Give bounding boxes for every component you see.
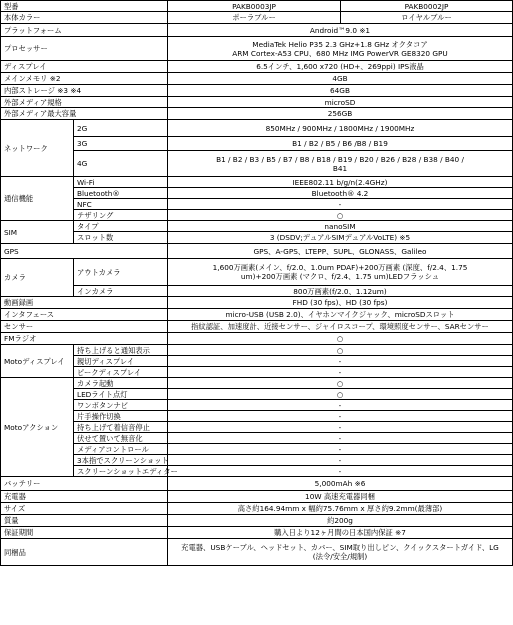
row-battery: [1, 477, 513, 491]
row-network-4g: [1, 151, 513, 177]
value-tethering: ○: [168, 210, 513, 221]
value-moto-display-item: ○: [168, 345, 513, 356]
label-moto-display-item: 持ち上げると通知表示: [74, 345, 168, 356]
value-nfc: -: [168, 199, 513, 210]
value-ext-media: microSD: [168, 97, 513, 108]
label-platform: プラットフォーム: [1, 24, 168, 37]
label-sensor: センサー: [1, 321, 168, 333]
row-comm-tether: [1, 210, 513, 221]
row-moto-action-3: [1, 411, 513, 422]
value-processor-line1: MediaTek Helio P35 2.3 GHz+1.8 GHz オクタコア: [252, 39, 428, 49]
label-gps: GPS: [1, 244, 168, 259]
label-moto-action-item: LEDライト点灯: [74, 389, 168, 400]
label-moto-action-item: 持ち上げて着信音停止: [74, 422, 168, 433]
value-bundle-line2: (法令/安全/規制): [312, 552, 368, 561]
value-bundle-line1: 充電器、USBケーブル、ヘッドセット、カバー、SIM取り出しピン、クイックスタートガイド、LG: [181, 543, 499, 552]
label-nfc: NFC: [74, 199, 168, 210]
value-moto-action-item: -: [168, 422, 513, 433]
label-bundle: 同梱品: [1, 539, 168, 566]
value-weight: 約200g: [168, 515, 513, 527]
value-body-color-a: ポーラブルー: [168, 12, 341, 24]
label-sim-slots: スロット数: [74, 232, 168, 244]
row-interface: [1, 309, 513, 321]
label-comm: 通信機能: [1, 177, 74, 221]
label-moto-action: Motoアクション: [1, 378, 74, 477]
model-a: PAKB0003JP: [168, 1, 341, 12]
value-out-camera-line2: um)+200万画素 (マクロ、f/2.4、1.75 um)LEDフラッシュ: [240, 272, 440, 281]
value-battery: 5,000mAh ※6: [168, 477, 513, 491]
value-sim-slots: 3 (DSDV;デュアルSIMデュアルVoLTE) ※5: [168, 232, 513, 244]
label-display: ディスプレイ: [1, 61, 168, 73]
row-moto-action-5: [1, 433, 513, 444]
label-sim-type: タイプ: [74, 221, 168, 232]
label-warranty: 保証期間: [1, 527, 168, 539]
value-charger: 10W 高速充電器同梱: [168, 491, 513, 503]
value-network-3g: B1 / B2 / B5 / B6 /B8 / B19: [168, 137, 513, 151]
row-camera-out: [1, 259, 513, 286]
label-body-color: 本体カラー: [1, 12, 168, 24]
row-gps: [1, 244, 513, 259]
row-storage: [1, 85, 513, 97]
row-fm: [1, 333, 513, 345]
value-bundle: [168, 539, 513, 566]
row-comm-nfc: [1, 199, 513, 210]
value-out-camera: [168, 259, 513, 286]
row-moto-action-8: [1, 466, 513, 477]
label-moto-action-item: 片手操作切換: [74, 411, 168, 422]
row-header: [1, 1, 513, 12]
row-moto-action-2: [1, 400, 513, 411]
label-moto-action-item: スクリーンショットエディター: [74, 466, 168, 477]
row-sensor: [1, 321, 513, 333]
label-ext-media: 外部メディア規格: [1, 97, 168, 108]
row-moto-display-0: [1, 345, 513, 356]
label-network: ネットワーク: [1, 120, 74, 177]
value-out-camera-line1: 1,600万画素(メイン、f/2.0、1.0um PDAF)+200万画素 (深度、f/2.4、1.75: [212, 263, 468, 272]
label-video: 動画録画: [1, 297, 168, 309]
row-sim-slots: [1, 232, 513, 244]
label-in-camera: インカメラ: [74, 286, 168, 297]
value-network-2g: 850MHz / 900MHz / 1800MHz / 1900MHz: [168, 120, 513, 137]
label-ext-media-max: 外部メディア最大容量: [1, 108, 168, 120]
value-bluetooth: Bluetooth® 4.2: [168, 188, 513, 199]
value-network-4g: [168, 151, 513, 177]
label-sim: SIM: [1, 221, 74, 244]
label-moto-action-item: ワンボタンナビ: [74, 400, 168, 411]
row-charger: [1, 491, 513, 503]
label-tethering: テザリング: [74, 210, 168, 221]
row-size: [1, 503, 513, 515]
value-size: 高さ約164.94mm x 幅約75.76mm x 厚さ約9.2mm(最薄部): [168, 503, 513, 515]
value-moto-action-item: -: [168, 455, 513, 466]
value-display: 6.5インチ、1,600 x720 (HD+、269ppi) IPS液晶: [168, 61, 513, 73]
row-moto-display-2: [1, 367, 513, 378]
value-video: FHD (30 fps)、HD (30 fps): [168, 297, 513, 309]
label-interface: インタフェース: [1, 309, 168, 321]
value-moto-action-item: -: [168, 444, 513, 455]
value-moto-action-item: -: [168, 433, 513, 444]
label-fm: FMラジオ: [1, 333, 168, 345]
value-fm: ○: [168, 333, 513, 345]
value-moto-action-item: ○: [168, 389, 513, 400]
row-body-color: [1, 12, 513, 24]
value-gps: GPS、A-GPS、LTEPP、SUPL、GLONASS、Galileo: [168, 244, 513, 259]
value-moto-display-item: -: [168, 356, 513, 367]
label-main-memory: メインメモリ ※2: [1, 73, 168, 85]
value-moto-action-item: -: [168, 411, 513, 422]
label-moto-action-item: メディアコントロール: [74, 444, 168, 455]
row-comm-wifi: [1, 177, 513, 188]
label-moto-display-item: ピークディスプレイ: [74, 367, 168, 378]
value-sensor: 指紋認証、加速度計、近接センサー、ジャイロスコープ、環境照度センサー、SARセンサー: [168, 321, 513, 333]
label-battery: バッテリー: [1, 477, 168, 491]
label-network-2g: 2G: [74, 120, 168, 137]
label-network-3g: 3G: [74, 137, 168, 151]
row-comm-bt: [1, 188, 513, 199]
value-sim-type: nanoSIM: [168, 221, 513, 232]
label-wifi: Wi-Fi: [74, 177, 168, 188]
value-moto-action-item: -: [168, 466, 513, 477]
value-moto-action-item: ○: [168, 378, 513, 389]
label-processor: プロセッサー: [1, 37, 168, 61]
model-b: PAKB0002JP: [341, 1, 513, 12]
label-network-4g: 4G: [74, 151, 168, 177]
value-network-4g-line2: B41: [332, 163, 348, 173]
row-ext-media-max: [1, 108, 513, 120]
row-moto-action-7: [1, 455, 513, 466]
value-network-4g-line1: B1 / B2 / B3 / B5 / B7 / B8 / B18 / B19 / B20 / B26 / B28 / B38 / B40 /: [216, 154, 464, 164]
row-network-2g: [1, 120, 513, 137]
label-bluetooth: Bluetooth®: [74, 188, 168, 199]
label-storage: 内部ストレージ ※3 ※4: [1, 85, 168, 97]
row-moto-action-0: [1, 378, 513, 389]
header-label: 型番: [1, 1, 168, 12]
label-moto-action-item: カメラ起動: [74, 378, 168, 389]
row-processor: [1, 37, 513, 61]
value-ext-media-max: 256GB: [168, 108, 513, 120]
label-weight: 質量: [1, 515, 168, 527]
value-platform: Android™9.0 ※1: [168, 24, 513, 37]
row-moto-action-1: [1, 389, 513, 400]
value-moto-display-item: -: [168, 367, 513, 378]
row-moto-action-6: [1, 444, 513, 455]
row-moto-action-4: [1, 422, 513, 433]
value-warranty: 購入日より12ヶ月間の日本国内保証 ※7: [168, 527, 513, 539]
row-main-memory: [1, 73, 513, 85]
label-out-camera: アウトカメラ: [74, 259, 168, 286]
value-processor-line2: ARM Cortex-A53 CPU、680 MHz IMG PowerVR GE8320 GPU: [232, 48, 448, 58]
row-network-3g: [1, 137, 513, 151]
row-camera-in: [1, 286, 513, 297]
row-ext-media: [1, 97, 513, 108]
value-processor: [168, 37, 513, 61]
label-size: サイズ: [1, 503, 168, 515]
label-camera: カメラ: [1, 259, 74, 297]
row-moto-display-1: [1, 356, 513, 367]
label-moto-display: Motoディスプレイ: [1, 345, 74, 378]
row-sim-type: [1, 221, 513, 232]
value-wifi: IEEE802.11 b/g/n(2.4GHz): [168, 177, 513, 188]
label-charger: 充電器: [1, 491, 168, 503]
label-moto-display-item: 親切ディスプレイ: [74, 356, 168, 367]
value-moto-action-item: -: [168, 400, 513, 411]
row-video: [1, 297, 513, 309]
value-interface: micro-USB (USB 2.0)、イヤホンマイクジャック、microSDスロット: [168, 309, 513, 321]
value-main-memory: 4GB: [168, 73, 513, 85]
row-weight: [1, 515, 513, 527]
row-warranty: [1, 527, 513, 539]
value-in-camera: 800万画素(f/2.0、1.12um): [168, 286, 513, 297]
row-platform: [1, 24, 513, 37]
row-bundle: [1, 539, 513, 566]
value-storage: 64GB: [168, 85, 513, 97]
row-display: [1, 61, 513, 73]
label-moto-action-item: 伏せて置いて無音化: [74, 433, 168, 444]
label-moto-action-item: 3本指でスクリーンショット: [74, 455, 168, 466]
value-body-color-b: ロイヤルブルー: [341, 12, 513, 24]
